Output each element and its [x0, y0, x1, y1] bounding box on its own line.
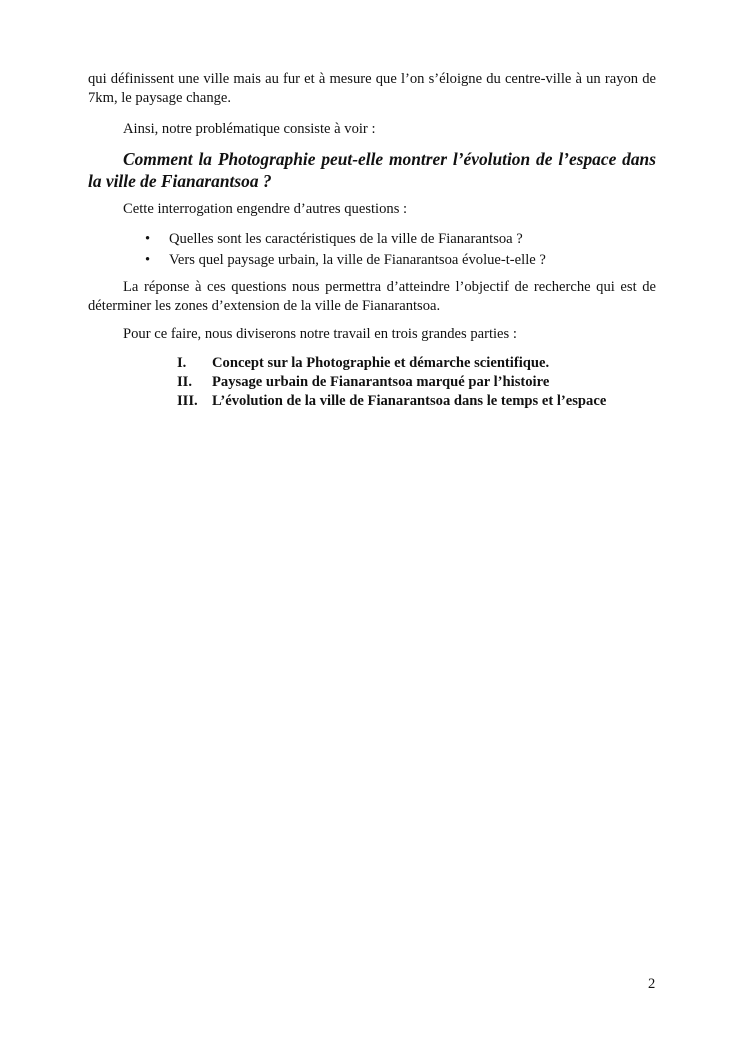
- bullet-text: Quelles sont les caractéristiques de la ville de Fianarantsoa ?: [169, 231, 523, 247]
- part-number: III.: [177, 393, 198, 409]
- paragraph-ainsi: Ainsi, notre problématique consiste à voir :: [123, 121, 376, 137]
- list-item: [145, 229, 546, 250]
- parts-outline-list: [160, 354, 606, 411]
- part-title: L’évolution de la ville de Fianarantsoa dans le temps et l’espace: [212, 393, 607, 409]
- question-bullet-list: [145, 229, 546, 271]
- list-item: [160, 354, 606, 373]
- part-title: Paysage urbain de Fianarantsoa marqué par l’histoire: [212, 374, 550, 390]
- page-number: 2: [648, 976, 656, 992]
- bullet-icon: •: [145, 252, 151, 268]
- bullet-text: Vers quel paysage urbain, la ville de Fianarantsoa évolue-t-elle ?: [169, 252, 546, 268]
- paragraph-continuation: qui définissent une ville mais au fur et à mesure que l’on s’éloigne du centre-ville à un rayon de 7km, le paysage change.: [88, 71, 656, 106]
- bullet-icon: •: [145, 231, 151, 247]
- paragraph-reponse: La réponse à ces questions nous permettra d’atteindre l’objectif de recherche qui est de déterminer les zones d’extension de la ville de Fianarantsoa.: [88, 279, 656, 314]
- part-title: Concept sur la Photographie et démarche scientifique.: [212, 355, 550, 371]
- research-question: Comment la Photographie peut-elle montrer l’évolution de l’espace dans la ville de Fianarantsoa ?: [88, 149, 656, 191]
- list-item: [145, 250, 546, 271]
- paragraph-pour-ce-faire: Pour ce faire, nous diviserons notre travail en trois grandes parties :: [123, 326, 517, 342]
- part-number: I.: [177, 355, 187, 371]
- paragraph-interrogation: Cette interrogation engendre d’autres questions :: [123, 201, 408, 217]
- part-number: II.: [177, 374, 193, 390]
- list-item: [160, 373, 606, 392]
- list-item: [160, 392, 606, 411]
